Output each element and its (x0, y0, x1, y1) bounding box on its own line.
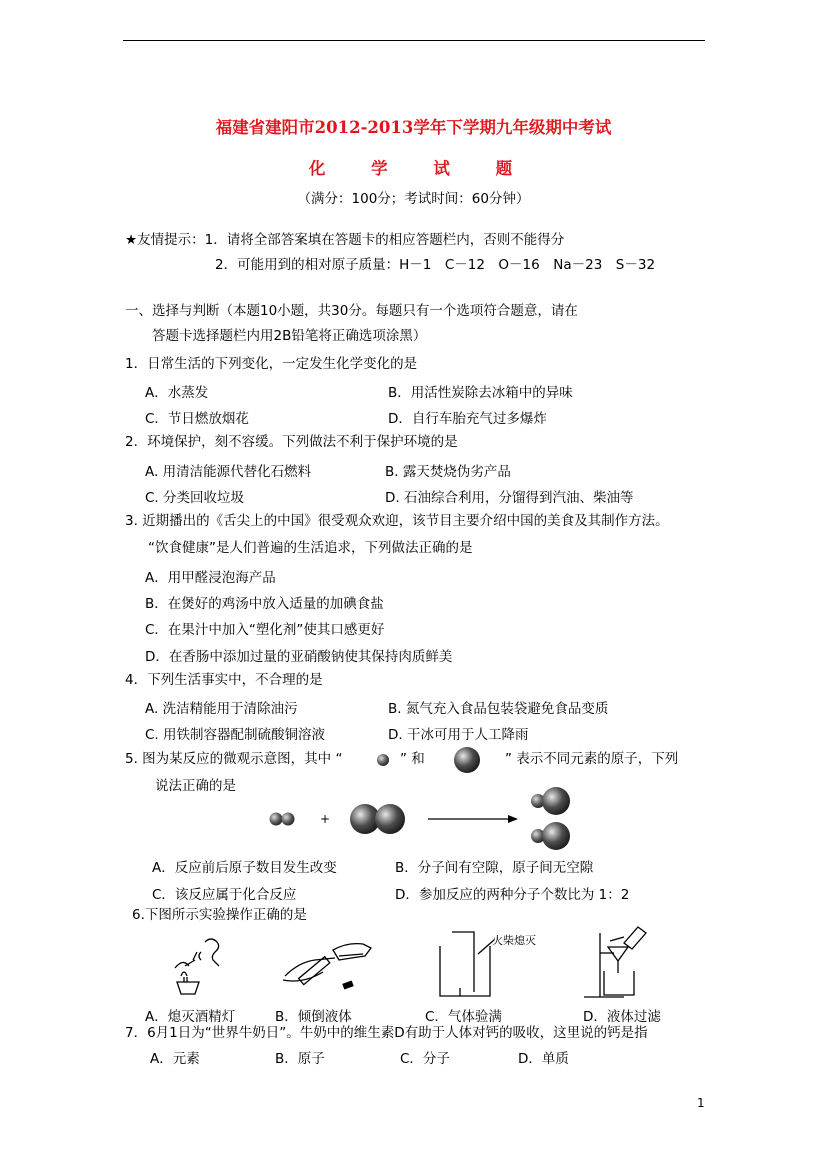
plus-sign: + (320, 812, 331, 826)
q3-stem-2: “饮食健康”是人们普遍的生活追求，下列做法正确的是 (148, 540, 473, 556)
q6-stem: 6.下图所示实验操作正确的是 (132, 907, 307, 923)
page-number: 1 (697, 1096, 705, 1110)
small-atom-icon (372, 751, 394, 769)
q1-option-d: D．自行车胎充气过多爆炸 (388, 411, 547, 427)
tip-line-2: 2．可能用到的相对原子质量：H－1 C－12 O－16 Na－23 S－32 (215, 257, 656, 273)
section-heading-2: 答题卡选择题栏内用2B铅笔将正确选项涂黑） (152, 328, 427, 344)
gas-test-illustration (430, 930, 550, 1000)
q4-option-c: C. 用铁制容器配制硫酸铜溶液 (145, 727, 326, 743)
q7-option-c: C．分子 (400, 1051, 450, 1067)
q7-option-d: D．单质 (518, 1051, 569, 1067)
exam-title: 福建省建阳市2012-2013学年下学期九年级期中考试 (215, 118, 612, 137)
q7-option-a: A．元素 (150, 1051, 200, 1067)
subject-title: 化 学 试 题 (308, 159, 533, 178)
q5-stem-part-1: 5. 图为某反应的微观示意图，其中 “ (125, 751, 343, 767)
product-1-large-atom (542, 787, 570, 815)
q2-option-d: D. 石油综合利用，分馏得到汽油、柴油等 (385, 490, 634, 506)
q2-option-a: A. 用清洁能源代替化石燃料 (145, 464, 312, 480)
reactant-small-atom-2 (282, 813, 295, 826)
q7-option-b: B．原子 (275, 1051, 325, 1067)
q2-stem: 2．环境保护，刻不容缓。下列做法不利于保护环境的是 (125, 434, 458, 450)
q2-option-b: B. 露天焚烧伪劣产品 (385, 464, 511, 480)
q5-option-d: D．参加反应的两种分子个数比为 1：2 (395, 887, 630, 903)
large-atom-icon (448, 745, 486, 775)
reactant-small-atom-1 (270, 813, 283, 826)
q4-option-d: D. 干冰可用于人工降雨 (388, 727, 529, 743)
q7-stem: 7．6月1日为“世界牛奶日”。牛奶中的维生素D有助于人体对钙的吸收，这里说的钙是指 (125, 1025, 648, 1041)
exam-info: （满分：100分；考试时间：60分钟） (297, 191, 530, 207)
header-rule (123, 40, 705, 41)
q6-option-b: B．倾倒液体 (275, 1009, 352, 1025)
section-heading: 一、选择与判断（本题10小题，共30分。每题只有一个选项符合题意，请在 (125, 303, 578, 319)
q5-stem-part-2: ” 和 (400, 751, 425, 767)
product-2-large-atom (542, 822, 570, 850)
q1-stem: 1．日常生活的下列变化，一定发生化学变化的是 (125, 356, 418, 372)
q3-option-c: C．在果汁中加入“塑化剂”使其口感更好 (145, 622, 385, 638)
tip-line-1: ★友情提示：1．请将全部答案填在答题卡的相应答题栏内，否则不能得分 (125, 232, 565, 248)
q2-option-c: C. 分类回收垃圾 (145, 490, 245, 506)
q5-option-b: B．分子间有空隙，原子间无空隙 (395, 860, 594, 876)
extinguish-alcohol-lamp-illustration (165, 930, 235, 1000)
q3-option-d: D．在香肠中添加过量的亚硝酸钠使其保持肉质鲜美 (145, 649, 453, 665)
pour-liquid-illustration (275, 930, 385, 1000)
q5-option-c: C．该反应属于化合反应 (152, 887, 297, 903)
q1-option-a: A．水蒸发 (145, 385, 209, 401)
q3-option-b: B．在煲好的鸡汤中放入适量的加碘食盐 (145, 596, 384, 612)
q6-option-d: D．液体过滤 (583, 1009, 661, 1025)
q3-stem: 3. 近期播出的《舌尖上的中国》很受观众欢迎，该节目主要介绍中国的美食及其制作方法。 (125, 513, 669, 529)
q3-option-a: A．用甲醛浸泡海产品 (145, 570, 276, 586)
q4-option-b: B. 氮气充入食品包装袋避免食品变质 (388, 701, 609, 717)
q5-option-a: A．反应前后原子数目发生改变 (152, 860, 337, 876)
reaction-arrow-head (508, 815, 518, 823)
reactant-large-atom-2 (375, 804, 405, 834)
q4-option-a: A. 洗洁精能用于清除油污 (145, 701, 298, 717)
q1-option-b: B．用活性炭除去冰箱中的异味 (388, 385, 573, 401)
q6-option-c: C．气体验满 (425, 1009, 502, 1025)
q6-option-a: A．熄灭酒精灯 (145, 1009, 236, 1025)
q1-option-c: C．节日燃放烟花 (145, 411, 249, 427)
q4-stem: 4．下列生活事实中，不合理的是 (125, 672, 323, 688)
q5-stem-part-3: ” 表示不同元素的原子，下列 (505, 751, 679, 767)
flame-out-label: 火柴熄灭 (492, 934, 536, 947)
reaction-diagram (260, 785, 590, 855)
filtration-illustration (580, 925, 660, 1000)
q5-stem-2: 说法正确的是 (155, 778, 236, 794)
